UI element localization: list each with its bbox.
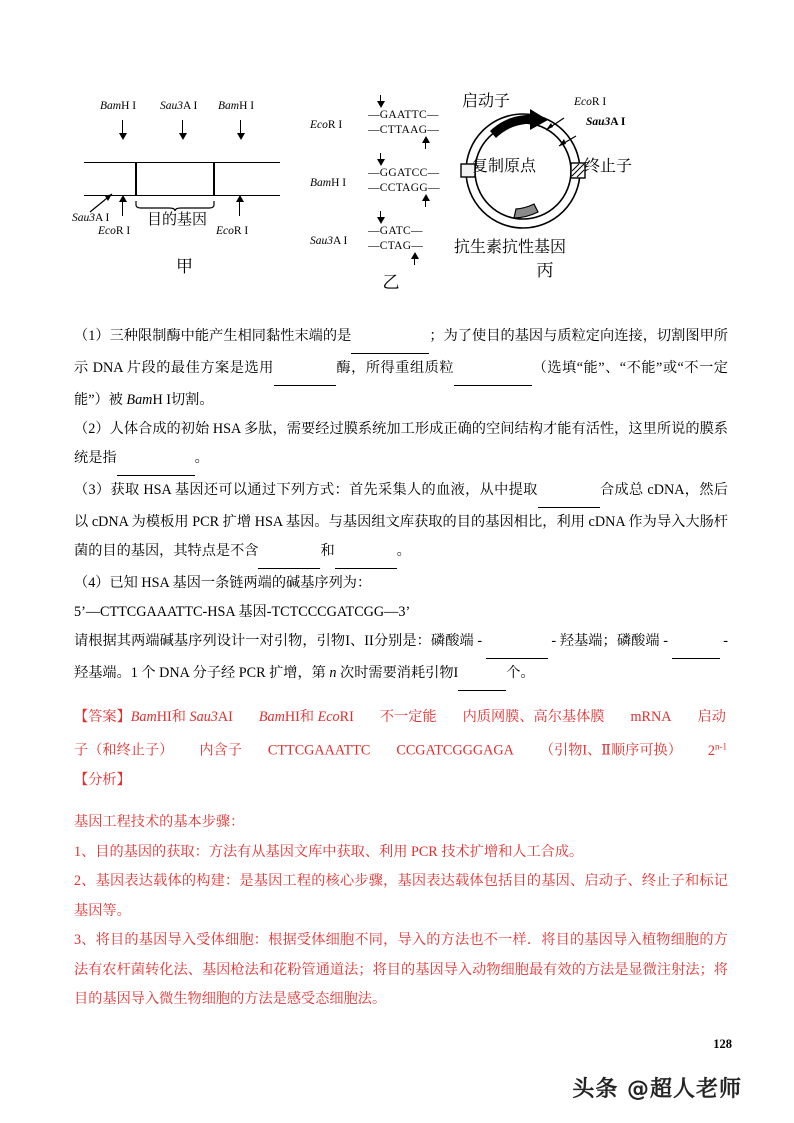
answer-separator	[437, 703, 463, 732]
yi-cut-arrow-up-2	[421, 194, 431, 209]
answer-separator	[370, 737, 396, 766]
answer-separator	[682, 737, 708, 766]
yi-seq-bottom-1: —CTTAAG—	[368, 124, 440, 136]
answer-tag: 【答案】	[74, 709, 131, 725]
jia-top-label-1: BamH I	[100, 100, 137, 112]
figure-jia-caption: 甲	[176, 257, 193, 277]
answer-separator	[233, 703, 259, 732]
answer-separator	[672, 703, 698, 732]
answer-item: 启动子（和终止子）	[74, 709, 726, 759]
answer-item: CTTCGAAATTC	[267, 742, 371, 759]
answer-item: BamHI和 Sau3AI	[130, 709, 233, 725]
answer-item: mRNA	[630, 709, 672, 725]
answer-item: BamHI和 EcoRI	[258, 709, 354, 725]
question-3: （3）获取 HSA 基因还可以通过下列方式：首先采集人的血液，从中提取 合成总 cDNA，然后以 cDNA 为模板用 PCR 扩增 HSA 基因。与基因组文库获取的目的基因相比，利用 cDNA 作为导入大肠杆菌的目的基因，其特点是不含 和 。	[74, 476, 728, 569]
plasmid-origin-label: 复制原点	[472, 156, 537, 175]
answer-separator	[605, 703, 631, 732]
yi-cut-arrow-down-1	[376, 95, 386, 110]
analysis-block	[74, 808, 728, 1015]
yi-sequence-3	[368, 224, 423, 254]
jia-arrow-down-2	[178, 120, 188, 140]
jia-bottom-label-1: EcoR I	[98, 225, 131, 237]
watermark: 头条 @超人老师	[572, 1077, 742, 1102]
question-2: （2）人体合成的初始 HSA 多肽，需要经过膜系统加工形成正确的空间结构才能有活性，这里所说的膜系统是指 。	[74, 415, 728, 476]
plasmid-promoter-label: 启动子	[462, 91, 511, 110]
yi-cut-arrow-up-1	[421, 136, 431, 151]
jia-arrow-down-3	[236, 120, 246, 140]
fill-in-blank[interactable]	[117, 446, 195, 476]
yi-seq-bottom-3: —CTAG—	[368, 240, 424, 252]
italic-term: n	[329, 665, 337, 681]
answer-separator	[242, 737, 268, 766]
figure-yi	[310, 92, 460, 293]
yi-row-ecori	[310, 108, 460, 148]
italic-term: Bam	[126, 392, 153, 408]
plasmid-resistance-label: 抗生素抗性基因	[454, 237, 567, 256]
jia-arrow-down-1	[118, 120, 128, 140]
answer-item: （引物I、Ⅱ顺序可换）	[539, 742, 682, 759]
answer-exponent: n-1	[714, 741, 727, 751]
answer-separator	[173, 737, 199, 766]
page-number: 128	[713, 1037, 732, 1051]
fill-in-blank[interactable]	[538, 478, 600, 508]
analysis-paragraph: 3、将目的基因导入受体细胞：根据受体细胞不同，导入的方法也不一样．将目的基因导入植物细胞的方法有农杆菌转化法、基因枪法和花粉管通道法；将目的基因导入动物细胞最有效的方法是显微注射法；将目的基因导入微生物细胞的方法是感受态细胞法。	[74, 932, 728, 1007]
fill-in-blank[interactable]	[454, 356, 532, 386]
question-4-primers: 请根据其两端碱基序列设计一对引物，引物I、II分别是：磷酸端 - - 羟基端；磷酸端 - - 羟基端。1 个 DNA 分子经 PCR 扩增，第 n 次时需要消耗引物I 个。	[74, 627, 728, 691]
fill-in-blank[interactable]	[335, 539, 397, 569]
jia-gene-label: 目的基因	[146, 210, 207, 228]
plasmid-site-ecori-label: EcoR I	[574, 96, 607, 108]
yi-cut-arrow-down-2	[376, 153, 386, 168]
yi-cut-arrow-up-3	[410, 252, 420, 267]
answer-item: 2$^{n-1}$	[707, 741, 727, 759]
figure-bing	[450, 88, 680, 283]
question-1: （1）三种限制酶中能产生相同黏性末端的是 ；为了使目的基因与质粒定向连接，切割图甲所示 DNA 片段的最佳方案是选用 酶，所得重组质粒 （选填“能”、“不能”或“不一定能”）被 BamH I切割。	[74, 322, 728, 415]
fill-in-blank[interactable]	[486, 629, 548, 659]
jia-left-label: Sau3A I	[72, 212, 110, 224]
answer-item: 不一定能	[379, 709, 437, 725]
yi-seq-top-3: —GATC—	[368, 225, 423, 237]
jia-bottom-label-2: EcoR I	[216, 225, 249, 237]
plasmid-site-sau3ai-label: Sau3A I	[586, 116, 626, 128]
fill-in-blank[interactable]	[274, 356, 336, 386]
answer-block	[74, 703, 728, 795]
yi-sequence-1	[368, 108, 439, 138]
answer-item: 内含子	[199, 742, 242, 759]
fill-in-blank[interactable]	[258, 539, 320, 569]
plasmid-terminator-label: 终止子	[584, 156, 633, 175]
fill-in-blank[interactable]	[351, 324, 429, 354]
yi-enzyme-name-1: EcoR I	[310, 119, 343, 131]
figures-row	[0, 78, 794, 293]
jia-arrow-up-2	[235, 195, 245, 215]
answer-line	[74, 703, 728, 766]
yi-enzyme-name-2: BamH I	[310, 177, 347, 189]
jia-dna-duplex	[84, 162, 280, 196]
figure-yi-caption: 乙	[382, 273, 400, 293]
fill-in-blank[interactable]	[672, 629, 720, 659]
jia-top-label-3: BamH I	[218, 100, 255, 112]
yi-sequence-2	[368, 166, 440, 196]
jia-arrow-up-1	[118, 195, 128, 215]
yi-seq-top-2: —GGATCC—	[368, 167, 440, 179]
yi-cut-arrow-down-3	[376, 211, 386, 226]
answer-item: CCGATCGGGAGA	[396, 742, 514, 759]
answer-separator	[514, 737, 540, 766]
question-4-sequence: 5’—CTTCGAAATTC-HSA 基因-TCTCCCGATCGG—3’	[74, 604, 411, 620]
yi-enzyme-name-3: Sau3A I	[310, 235, 348, 247]
fill-in-blank[interactable]	[458, 661, 506, 691]
question-4: （4）已知 HSA 基因一条链两端的碱基序列为：	[74, 575, 372, 591]
analysis-paragraph: 2、基因表达载体的构建：是基因工程的核心步骤，基因表达载体包括目的基因、启动子、终止子和标记基因等。	[74, 873, 728, 919]
analysis-heading: 基因工程技术的基本步骤：	[74, 814, 245, 830]
answer-separator	[354, 703, 380, 732]
figure-jia	[72, 100, 297, 278]
figure-bing-caption: 丙	[536, 261, 554, 281]
analysis-tag: 【分析】	[74, 771, 131, 788]
yi-row-bamhi	[310, 166, 460, 206]
question-body	[74, 322, 728, 691]
jia-leader-line	[80, 192, 116, 214]
jia-top-label-2: Sau3A I	[160, 100, 198, 112]
yi-seq-top-1: —GAATTC—	[368, 109, 439, 121]
analysis-paragraph: 1、目的基因的获取：方法有从基因文库中获取、利用 PCR 技术扩增和人工合成。	[74, 843, 584, 860]
yi-seq-bottom-2: —CCTAGG—	[368, 182, 440, 194]
answer-item: 内质网膜、高尔基体膜	[462, 709, 605, 725]
